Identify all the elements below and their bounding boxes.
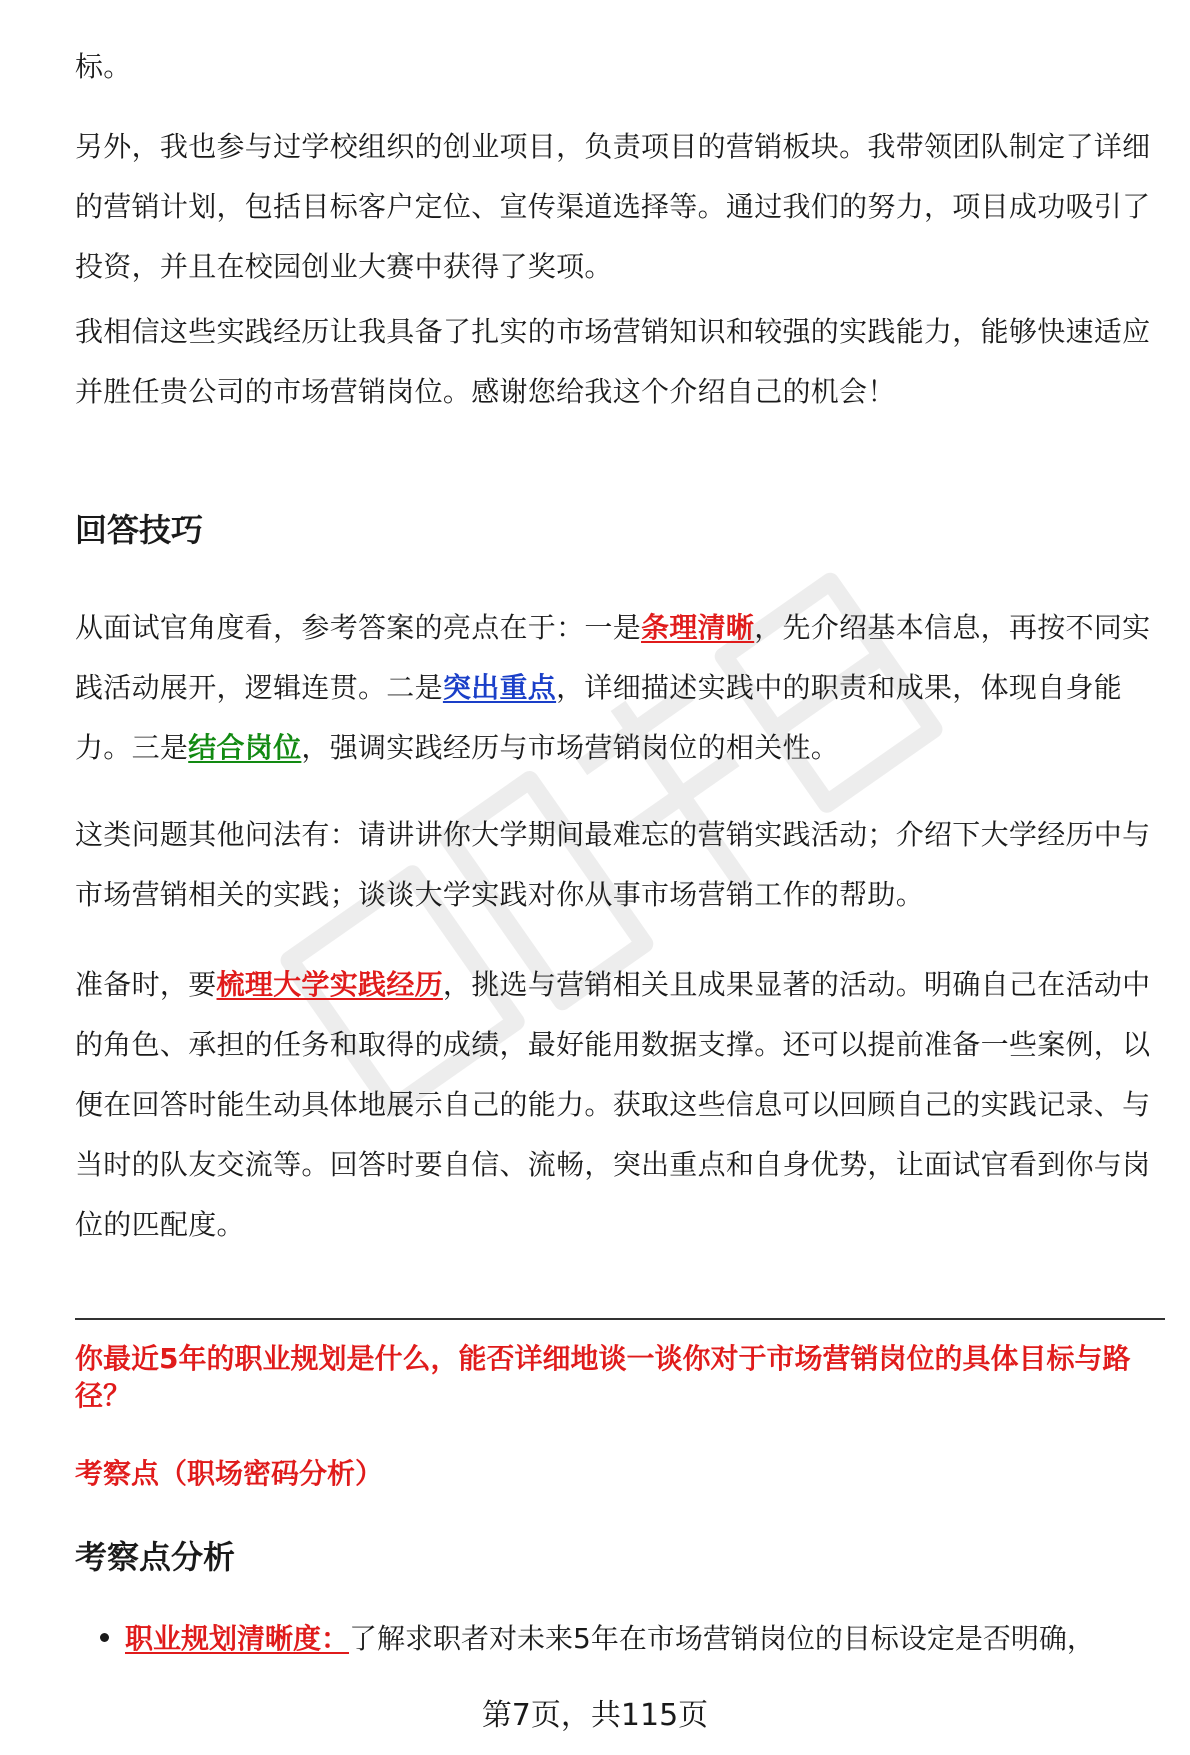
bullet-icon <box>100 1633 109 1642</box>
paragraph-preparation <box>75 955 1165 1255</box>
highlight-focus: 突出重点 <box>442 671 557 704</box>
highlights-text-c: ，详细描述实践中的职责和成果，体现自身能力。三是 <box>75 671 1123 764</box>
page-number: 第7页，共115页 <box>481 1698 709 1733</box>
highlight-position: 结合岗位 <box>188 731 302 764</box>
list-item <box>100 1617 1170 1661</box>
highlight-review-experience: 梳理大学实践经历 <box>216 968 443 1001</box>
preparation-text-b: ，挑选与营销相关且成果显著的活动。明确自己在活动中的角色、承担的任务和取得的成绩，最好能用数据支撑。还可以提前准备一些案例，以便在回答时能生动具体地展示自己的能力。获取这些信息可以回顾自己的实践记录、与当时的队友交流等。回答时要自信、流畅，突出重点和自身优势，让面试官看到你与岗位的匹配度。 <box>75 968 1151 1241</box>
bullet-label: 职业规划清晰度： <box>125 1622 350 1655</box>
highlights-text-a: 从面试官角度看，参考答案的亮点在于：一是 <box>75 611 642 644</box>
paragraph-highlights <box>75 598 1165 778</box>
paragraph-fragment: 标。 <box>75 50 132 83</box>
bullet-text: 了解求职者对未来5年在市场营销岗位的目标设定是否明确， <box>349 1622 1095 1655</box>
highlight-logical: 条理清晰 <box>641 611 755 644</box>
section-divider <box>75 1318 1165 1320</box>
paragraph-alternate-questions: 这类问题其他问法有：请讲讲你大学期间最难忘的营销实践活动；介绍下大学经历中与市场营销相关的实践；谈谈大学实践对你从事市场营销工作的帮助。 <box>75 818 1151 911</box>
preparation-text-a: 准备时，要 <box>75 968 217 1001</box>
section-title-analysis: 考察点分析 <box>75 1538 236 1576</box>
highlights-text-d: ，强调实践经历与市场营销岗位的相关性。 <box>301 731 840 764</box>
paragraph-startup-project: 另外，我也参与过学校组织的创业项目，负责项目的营销板块。我带领团队制定了详细的营销计划，包括目标客户定位、宣传渠道选择等。通过我们的努力，项目成功吸引了投资，并且在校园创业大赛中获得了奖项。 <box>75 130 1151 283</box>
question-subheading: 考察点（职场密码分析） <box>75 1457 384 1490</box>
paragraph-conclusion: 我相信这些实践经历让我具备了扎实的市场营销知识和较强的实践能力，能够快速适应并胜任贵公司的市场营销岗位。感谢您给我这个介绍自己的机会！ <box>75 315 1151 408</box>
question-heading: 你最近5年的职业规划是什么，能否详细地谈一谈你对于市场营销岗位的具体目标与路径？ <box>75 1342 1131 1412</box>
highlights-text-b: ，先介绍基本信息，再按不同实践活动展开，逻辑连贯。二是 <box>75 611 1151 704</box>
section-title-tips: 回答技巧 <box>75 511 204 549</box>
